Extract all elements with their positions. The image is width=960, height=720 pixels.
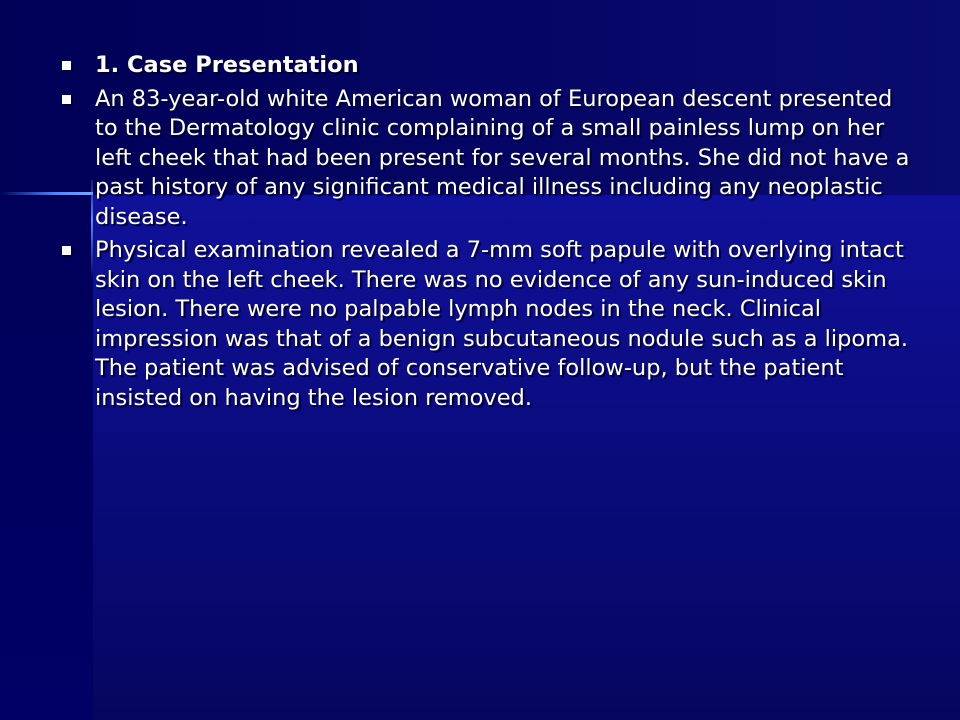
- bullet-item-examination: [60, 236, 910, 413]
- slide-title: 1. Case Presentation: [95, 52, 359, 78]
- paragraph-examination: Physical examination revealed a 7-mm soft papule with overlying intact skin on the left cheek. There was no evidence of any sun-induced skin lesion. There were no palpable lymph nodes in the neck. Clinical impression was that of a benign subcutaneous nodule such as a lipoma. The patient was advised of conservative follow-up, but the patient insisted on having the lesion removed.: [95, 237, 909, 411]
- slide-content: [60, 51, 910, 417]
- square-bullet-icon: [62, 246, 71, 255]
- paragraph-history: An 83-year-old white American woman of European descent presented to the Dermatology clinic complaining of a small painless lump on her left cheek that had been present for several months. She did not have a past history of any significant medical illness including any neoplastic disease.: [95, 85, 910, 230]
- square-bullet-icon: [62, 95, 71, 104]
- bullet-item-history: [60, 85, 910, 233]
- square-bullet-icon: [62, 61, 71, 70]
- bullet-item-title: [60, 51, 910, 81]
